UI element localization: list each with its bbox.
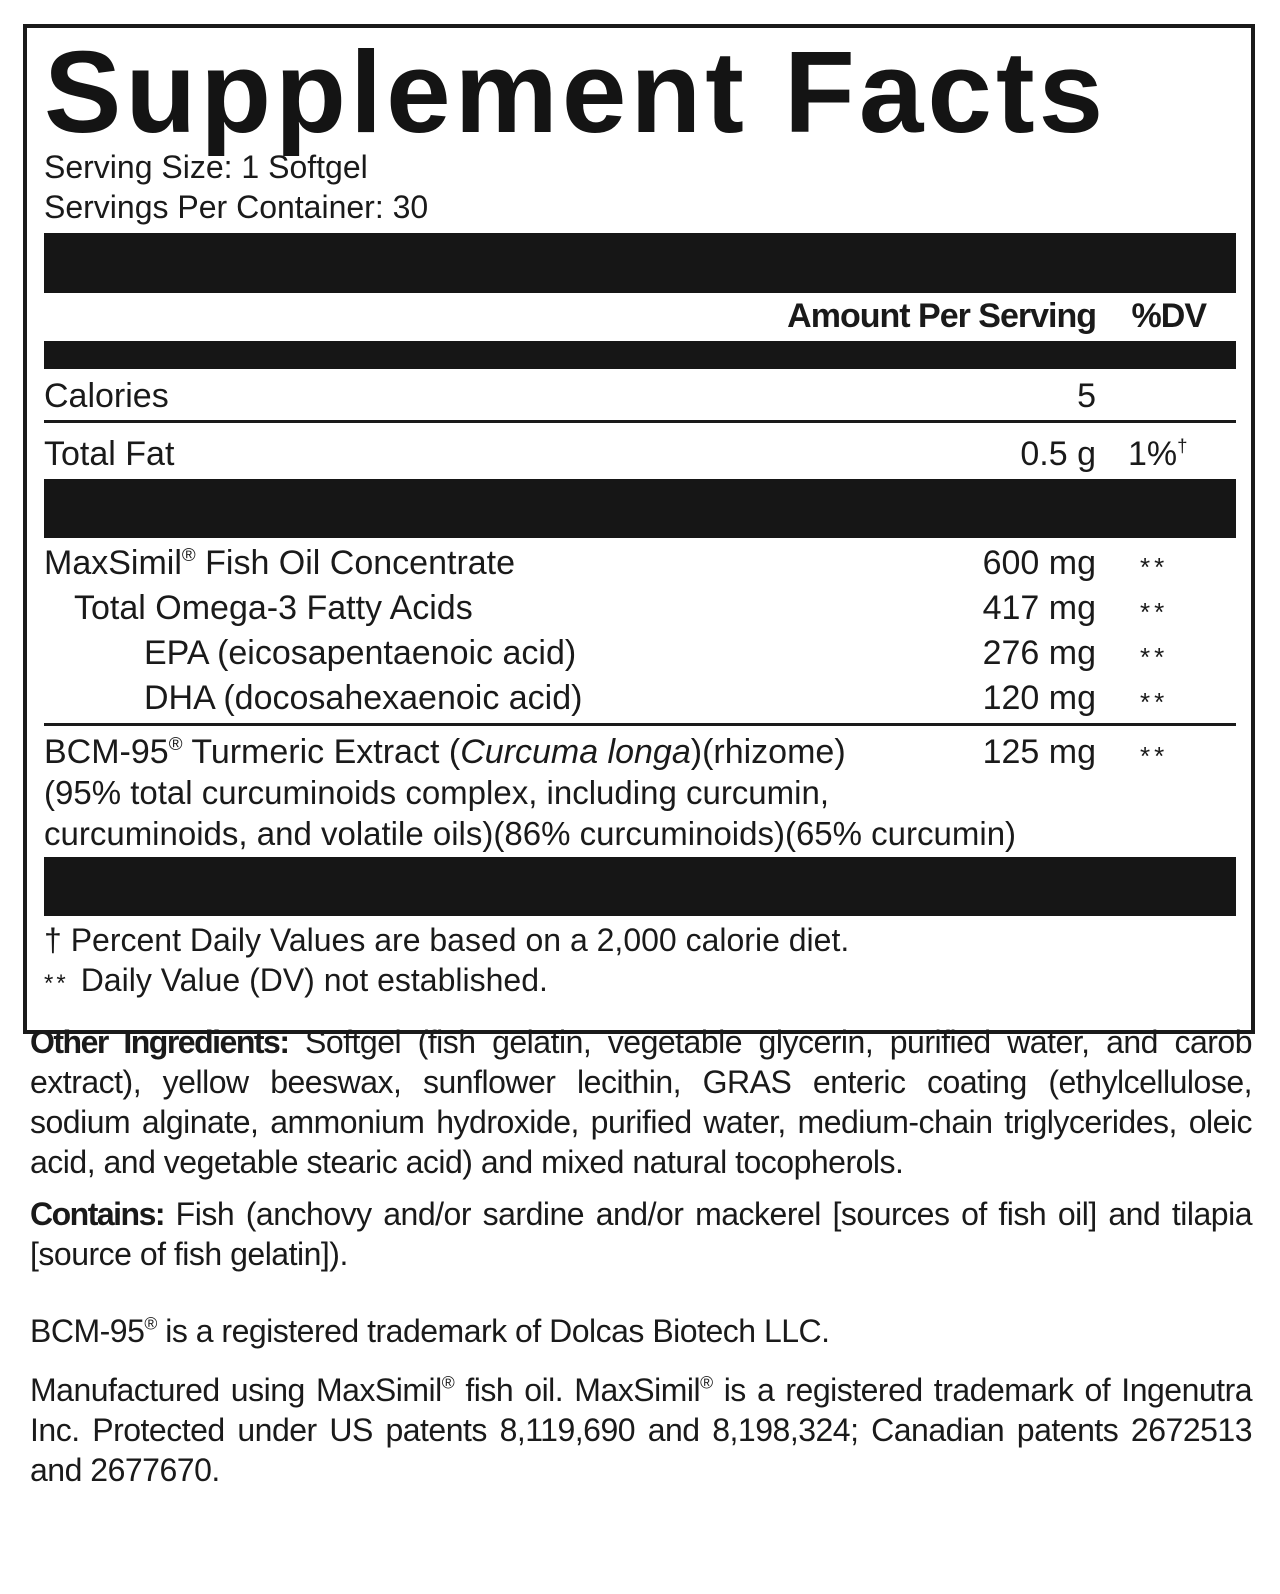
ingredient-name: EPA (eicosapentaenoic acid) [144, 634, 577, 672]
turmeric-dv: ** [1140, 741, 1169, 771]
thick-divider [44, 857, 1236, 916]
calories-amount: 5 [1077, 377, 1096, 415]
serving-size: Serving Size: 1 Softgel [44, 149, 368, 185]
footnote-dagger: † Percent Daily Values are based on a 2,000 calorie diet. [44, 922, 850, 958]
ingredient-amount: 276 mg [982, 634, 1096, 672]
footnote-stars: ** Daily Value (DV) not established. [44, 962, 548, 998]
turmeric-description-line: (95% total curcuminoids complex, including curcumin, [44, 774, 830, 811]
contains-allergens: Contains: Fish (anchovy and/or sardine and/or mackerel [sources of fish oil] and tilapia [source of fish gelatin]). [30, 1196, 1252, 1272]
ingredient-amount: 600 mg [982, 544, 1096, 582]
panel-title: Supplement Facts [44, 27, 1108, 157]
total-fat-label: Total Fat [44, 435, 175, 473]
total-fat-amount: 0.5 g [1020, 435, 1096, 473]
calories-label: Calories [44, 377, 169, 415]
ingredient-dv: ** [1140, 552, 1169, 582]
total-fat-dv: 1%† [1128, 434, 1188, 473]
other-ingredients: Other Ingredients: Softgel (fish gelatin, vegetable glycerin, purified water, and carob extract), yellow beeswax, sunflower lecithin, GRAS enteric coating (ethylcellulose, sodium alginate, ammonium hydroxide, purified water, medium-chain triglycerides, oleic acid, and vegetable stearic acid) and mixed natural tocopherols. [30, 1024, 1253, 1180]
ingredient-name: Total Omega-3 Fatty Acids [74, 589, 473, 627]
amount-per-serving-header: Amount Per Serving [787, 297, 1096, 335]
servings-per-container: Servings Per Container: 30 [44, 189, 429, 225]
turmeric-amount: 125 mg [982, 733, 1096, 771]
thin-divider [44, 723, 1236, 726]
ingredient-name: MaxSimil® Fish Oil Concentrate [44, 543, 516, 582]
ingredient-amount: 417 mg [982, 589, 1096, 627]
thick-divider [44, 479, 1236, 538]
thick-divider [44, 233, 1236, 293]
thick-divider [44, 341, 1236, 369]
thin-divider [44, 420, 1236, 423]
manufactured-statement: Manufactured using MaxSimil® fish oil. MaxSimil® is a registered trademark of Ingenutra Inc. Protected under US patents 8,119,690 and 8,198,324; Canadian patents 2672513 and 2677670. [30, 1372, 1253, 1488]
turmeric-description-line: curcuminoids, and volatile oils)(86% curcuminoids)(65% curcumin) [44, 815, 1017, 852]
ingredient-name: DHA (docosahexaenoic acid) [144, 679, 583, 717]
ingredient-dv: ** [1140, 597, 1169, 627]
dv-header: %DV [1131, 297, 1206, 335]
turmeric-name: BCM-95® Turmeric Extract (Curcuma longa)(rhizome) [44, 732, 846, 771]
ingredient-dv: ** [1140, 642, 1169, 672]
ingredient-dv: ** [1140, 687, 1169, 717]
ingredient-amount: 120 mg [982, 679, 1096, 717]
trademark-bcm: BCM-95® is a registered trademark of Dolcas Biotech LLC. [30, 1313, 830, 1349]
